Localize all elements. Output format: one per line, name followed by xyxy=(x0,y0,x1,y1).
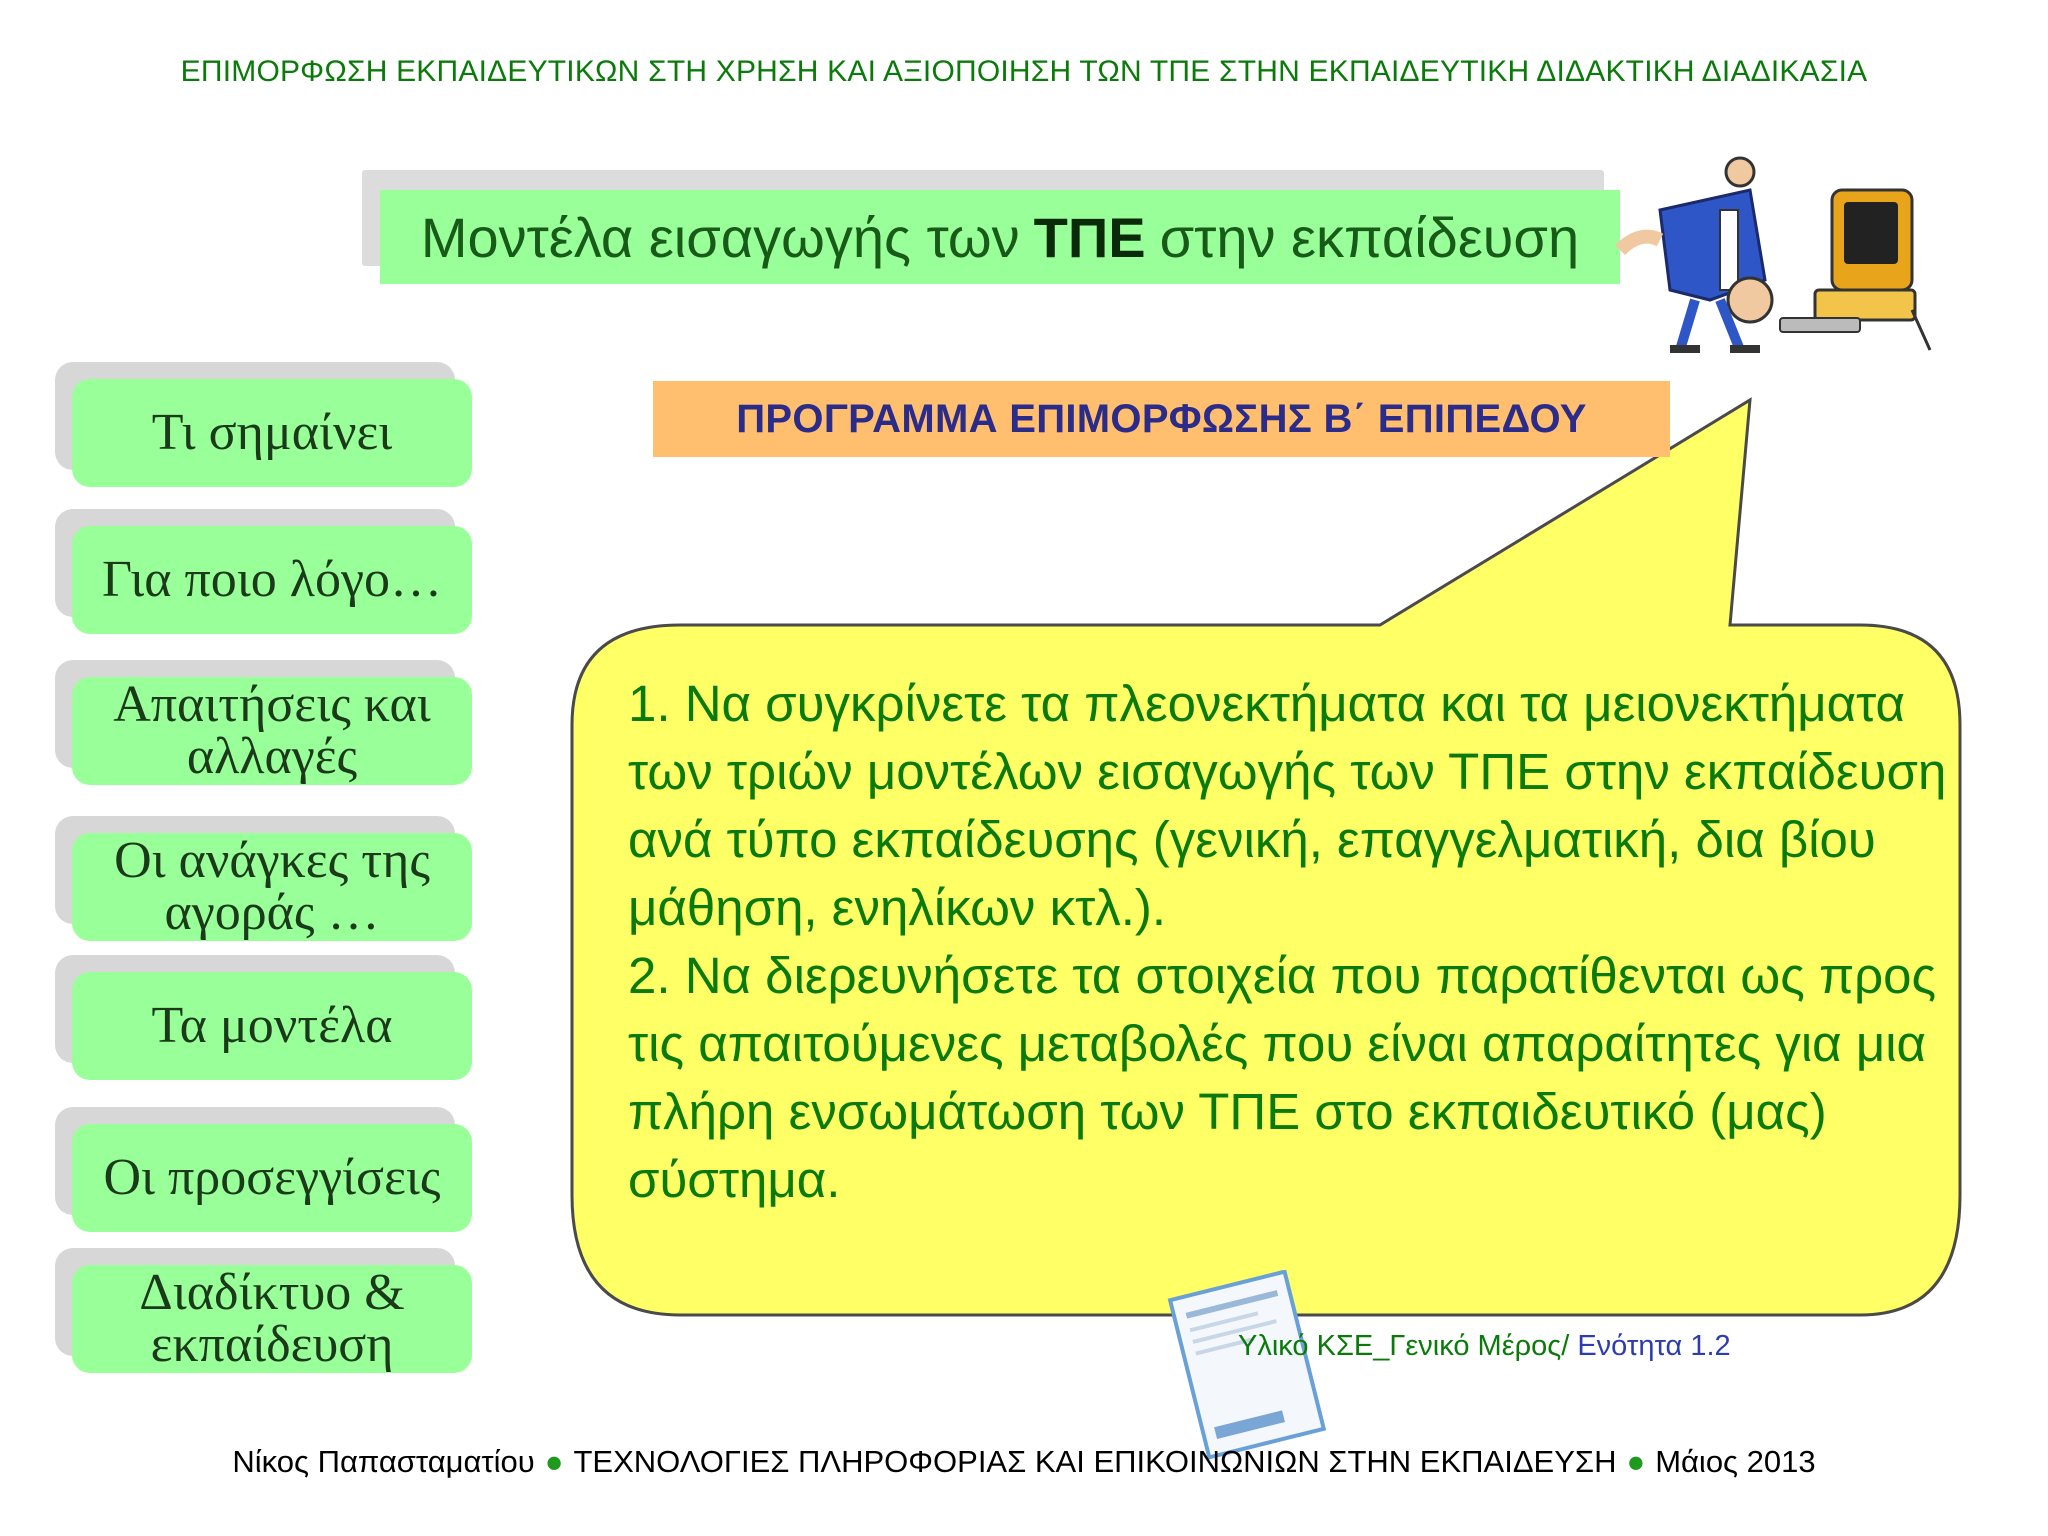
sidebar-item-diadiktyo[interactable] xyxy=(55,1248,475,1373)
man-at-computer-illustration xyxy=(1600,150,1940,360)
slide-title-bold: ΤΠΕ xyxy=(1033,205,1146,269)
slide-title-before: Μοντέλα εισαγωγής των xyxy=(420,205,1020,269)
program-level-badge: ΠΡΟΓΡΑΜΜΑ ΕΠΙΜΟΡΦΩΣΗΣ Β΄ ΕΠΙΠΕΔΟΥ xyxy=(653,381,1670,457)
sidebar-item-label[interactable]: Διαδίκτυο & εκπαίδευση xyxy=(72,1265,472,1373)
source-material: Υλικό ΚΣΕ_Γενικό Μέρος/ xyxy=(1238,1330,1570,1362)
footer-date: Μάιος 2013 xyxy=(1655,1444,1816,1479)
sidebar-item-label[interactable]: Τα μοντέλα xyxy=(72,972,472,1080)
slide-title-after: στην εκπαίδευση xyxy=(1159,205,1580,269)
footer-separator: ● xyxy=(1626,1444,1646,1479)
source-reference xyxy=(1238,1330,1731,1363)
source-unit: Ενότητα 1.2 xyxy=(1577,1330,1731,1362)
footer xyxy=(0,1444,2048,1480)
sidebar-item-label[interactable]: Οι προσεγγίσεις xyxy=(72,1124,472,1232)
sidebar-item-apaitiseis[interactable] xyxy=(55,660,475,785)
sidebar-item-anagkes-agoras[interactable] xyxy=(55,816,475,941)
sidebar-item-proseggiseis[interactable] xyxy=(55,1107,475,1219)
program-header: ΕΠΙΜΟΡΦΩΣΗ ΕΚΠΑΙΔΕΥΤΙΚΩΝ ΣΤΗ ΧΡΗΣΗ ΚΑΙ ΑΞΙΟΠΟΙΗΣΗ ΤΩΝ ΤΠΕ ΣΤΗΝ ΕΚΠΑΙΔΕΥΤΙΚΗ ΔΙΔΑΚΤΙΚΗ ΔΙΑΔΙΚΑΣΙΑ xyxy=(180,55,1868,88)
footer-author: Νίκος Παπασταματίου xyxy=(232,1444,535,1479)
sidebar-item-ti-simainei[interactable] xyxy=(55,362,475,474)
sidebar-item-label[interactable]: Οι ανάγκες της αγοράς … xyxy=(72,833,472,941)
slide-title xyxy=(380,190,1620,284)
footer-course: ΤΕΧΝΟΛΟΓΙΕΣ ΠΛΗΡΟΦΟΡΙΑΣ ΚΑΙ ΕΠΙΚΟΙΝΩΝΙΩΝ ΣΤΗΝ ΕΚΠΑΙΔΕΥΣΗ xyxy=(573,1444,1617,1479)
sidebar-item-ta-montela[interactable] xyxy=(55,955,475,1067)
sidebar-item-label[interactable]: Για ποιο λόγο… xyxy=(72,526,472,634)
assignment-item-1: 1. Να συγκρίνετε τα πλεονεκτήματα και τα μειονεκτήματα των τριών μοντέλων εισαγωγής των ΤΠΕ στην εκπαίδευση ανά τύπο εκπαίδευσης (γενική, επαγγελματική, δια βίου μάθηση, ενηλίκων κτλ.). xyxy=(628,675,1947,936)
sidebar-item-gia-poio-logo[interactable] xyxy=(55,509,475,621)
certificate-document-icon xyxy=(1160,1270,1330,1460)
sidebar-item-label[interactable]: Απαιτήσεις και αλλαγές xyxy=(72,677,472,785)
sidebar-item-label[interactable]: Τι σημαίνει xyxy=(72,379,472,487)
assignment-text xyxy=(628,670,1948,1214)
assignment-item-2: 2. Να διερευνήσετε τα στοιχεία που παρατίθενται ως προς τις απαιτούμενες μεταβολές που είναι απαραίτητες για μια πλήρη ενσωμάτωση των ΤΠΕ στο εκπαιδευτικό (μας) σύστημα. xyxy=(628,947,1937,1208)
footer-separator: ● xyxy=(544,1444,564,1479)
